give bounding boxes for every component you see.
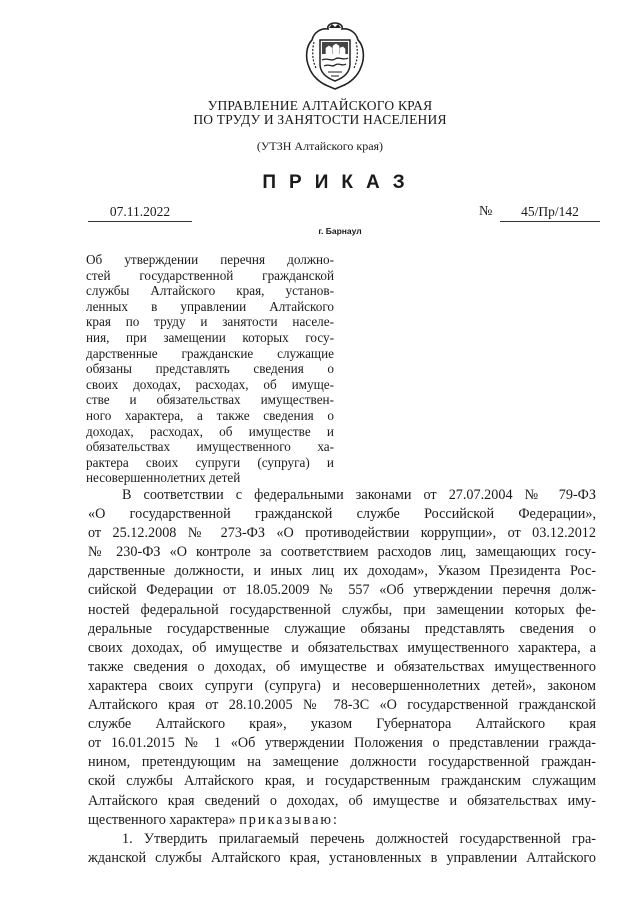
body-line: щественного характера» — [88, 811, 236, 828]
subject-line: края по труду и занятости населе- — [86, 314, 334, 330]
body-line: деральные государственные служащие обязаны представлять сведения о — [88, 620, 596, 637]
body-line: ской службы Алтайского края, и государственным гражданским служащим — [88, 773, 596, 790]
body-line: «О государственной гражданской службе Российской Федерации», — [88, 506, 596, 523]
body-line: дарственные должности, и иных лиц их доходам», Указом Президента Рос- — [88, 563, 596, 580]
body-line: также сведения о доходах, об имуществе и обязательствах имущественного — [88, 658, 596, 675]
body-line: сийской Федерации от 18.05.2009 № 557 «Об утверждении перечня долж- — [88, 582, 596, 599]
body-line: нином, претендующим на замещение должности государственной граждан- — [88, 754, 596, 771]
city-label: г. Барнаул — [318, 226, 362, 236]
body-line: характера своих супруги (супруга) и несовершеннолетних детей», законом — [88, 677, 596, 694]
order-number: 45/Пр/142 — [500, 204, 600, 222]
subject-line: своих доходах, расходах, об имуще- — [86, 376, 334, 392]
order-colon: : — [333, 811, 337, 828]
subject-line: дарственные гражданские служащие — [86, 345, 334, 361]
body-line: от 25.12.2008 № 273-ФЗ «О противодействии коррупции», от 03.12.2012 — [88, 525, 596, 542]
body-line: ностей федеральной государственной службы, при замещении которых фе- — [88, 601, 596, 618]
subject-line: стей государственной гражданской — [86, 267, 334, 283]
subject-line: рактера своих супруги (супруга) и — [86, 454, 334, 470]
subject-line: обязательствах имущественного ха- — [86, 439, 334, 455]
subject-line: обязаны представлять сведения о — [86, 361, 334, 377]
subject-line: ния, при замещении которых госу- — [86, 329, 334, 345]
subject-line: стве и обязательствах имуществен- — [86, 392, 334, 408]
order-body — [88, 486, 596, 868]
order-subject — [86, 252, 334, 486]
subject-line: службы Алтайского края, установ- — [86, 283, 334, 299]
subject-line: ленных в управлении Алтайского — [86, 298, 334, 314]
body-line: 1. Утвердить прилагаемый перечень должностей государственной гра- — [122, 830, 596, 847]
subject-line: несовершеннолетних детей — [86, 470, 241, 486]
body-line: своих доходах, об имуществе и обязательствах имущественного характера, а — [88, 639, 596, 656]
body-line: Алтайского края сведений о доходах, об имуществе и обязательствах иму- — [88, 792, 596, 809]
body-line-order — [88, 811, 596, 830]
organization-name-line1: УПРАВЛЕНИЕ АЛТАЙСКОГО КРАЯ — [207, 98, 433, 113]
body-line: службе Алтайского края», указом Губернатора Алтайского края — [88, 716, 596, 733]
organization-abbreviation: (УТЗН Алтайского края) — [256, 139, 384, 153]
coat-of-arms-emblem-icon — [302, 20, 368, 90]
number-sign: № — [479, 204, 493, 219]
organization-name-line2: ПО ТРУДУ И ЗАНЯТОСТИ НАСЕЛЕНИЯ — [193, 112, 447, 127]
body-line: В соответствии с федеральными законами от 27.07.2004 № 79-ФЗ — [122, 487, 596, 503]
document-title: ПРИКАЗ — [262, 172, 418, 193]
subject-line: доходах, расходах, об имуществе и — [86, 423, 334, 439]
subject-line: Об утверждении перечня должно- — [86, 252, 334, 267]
body-line: № 230-ФЗ «О контроле за соответствием расходов лиц, замещающих госу- — [88, 544, 596, 561]
order-word: приказываю — [239, 811, 334, 828]
subject-line: ного характера, а также сведения о — [86, 407, 334, 423]
order-date: 07.11.2022 — [88, 204, 192, 222]
body-line: Алтайского края от 28.10.2005 № 78-ЗС «О государственной гражданской — [88, 697, 596, 714]
body-line: жданской службы Алтайского края, установленных в управлении Алтайского — [88, 849, 596, 866]
body-line: от 16.01.2015 № 1 «Об утверждении Положения о представлении гражда- — [88, 735, 596, 752]
